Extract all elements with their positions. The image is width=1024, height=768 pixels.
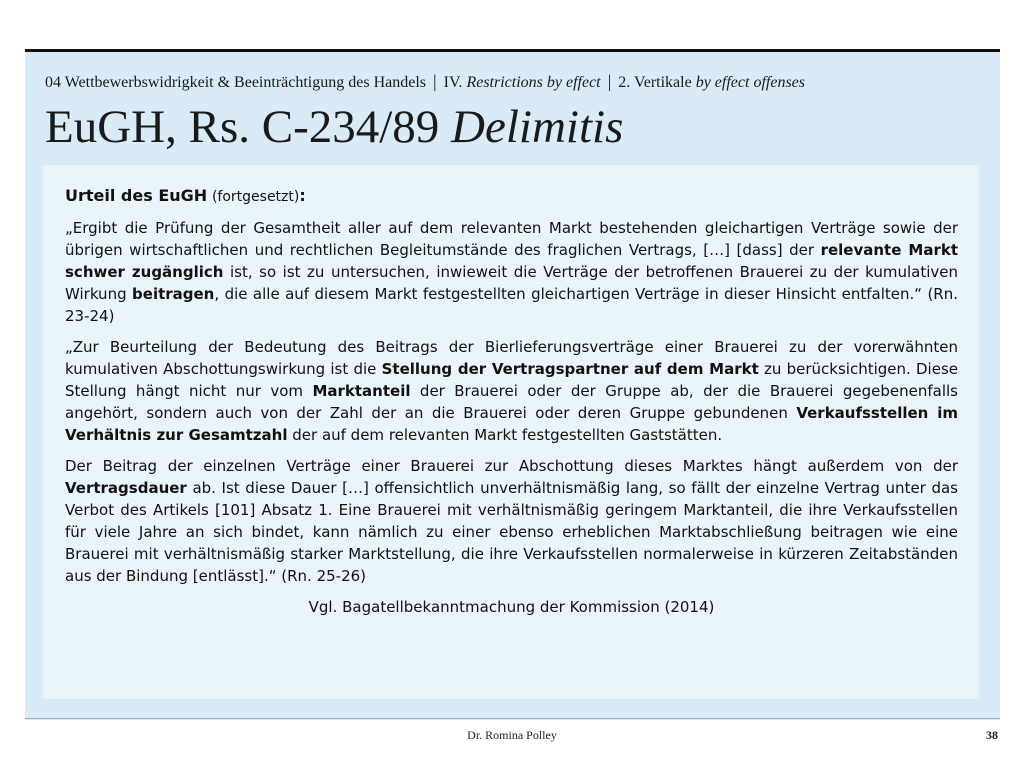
- quote-paragraph-1: [65, 217, 958, 327]
- breadcrumb-part-2-number: IV.: [443, 74, 463, 91]
- heading-qualifier: (fortgesetzt): [211, 189, 300, 205]
- reference-note: Vgl. Bagatellbekanntmachung der Kommission (2014): [308, 598, 715, 616]
- content-box: [43, 165, 979, 699]
- page-number: 38: [986, 728, 998, 742]
- quote-paragraph-3: [65, 455, 958, 587]
- breadcrumb-part-3-number: 2. Vertikale: [618, 74, 692, 91]
- heading-colon: :: [299, 186, 306, 205]
- para1-text-1: „Ergibt die Prüfung der Gesamtheit aller auf dem relevanten Markt bestehenden gleichartigen Verträge sowie der übrigen wirtschaftlichen und rechtlichen Begleitumstände des fraglichen Vertrags, […] [dass] der: [65, 219, 958, 259]
- para3-text-2: ab. Ist diese Dauer […] offensichtlich unverhältnismäßig lang, so fällt der einzelne Vertrag unter das Verbot des Artikels [101] Absatz 1. Eine Brauerei mit verhältnismäßig geringem Marktanteil, die ihre Verkaufsstellen für viele Jahre an sich bindet, kann nämlich zu einer ebenso erheblichen Marktabschließung beitragen wie eine Brauerei mit verhältnismäßig starker Marktstellung, die ihre Verkaufsstellen normalerweise in kürzeren Zeitabständen aus der Bindung [entlässt].“ (Rn. 25-26): [65, 479, 958, 585]
- footer-divider: [25, 718, 1000, 719]
- slide: [25, 49, 1000, 720]
- para3-bold-1: Vertragsdauer: [65, 479, 187, 497]
- para2-bold-3: Verkaufsstellen im Verhältnis zur Gesamtzahl: [65, 404, 958, 444]
- page-title: [45, 100, 623, 154]
- section-heading: [65, 185, 958, 208]
- title-italic: Delimitis: [451, 101, 624, 153]
- footer-author: Dr. Romina Polley: [467, 728, 557, 742]
- breadcrumb-part-3-label: by effect offenses: [695, 74, 805, 91]
- breadcrumb-part-2-label: Restrictions by effect: [466, 74, 601, 91]
- para1-bold-1: relevante Markt schwer zugänglich: [65, 241, 959, 281]
- para2-text-2: zu berücksichtigen. Diese Stellung hängt nicht nur vom: [65, 360, 958, 400]
- para3-text-1: Der Beitrag der einzelnen Verträge einer Brauerei zur Abschottung dieses Marktes hängt außerdem von der: [65, 457, 958, 475]
- para2-bold-1: Stellung der Vertragspartner auf dem Markt: [381, 360, 759, 378]
- heading-bold: Urteil des EuGH: [65, 186, 208, 205]
- breadcrumb-separator: |: [433, 71, 437, 91]
- para1-bold-2: beitragen: [132, 285, 215, 303]
- breadcrumb-part-1: 04 Wettbewerbswidrigkeit & Beeinträchtigung des Handels: [45, 74, 426, 91]
- breadcrumb: [45, 71, 985, 92]
- para1-text-3: , die alle auf diesem Markt festgestellten gleichartigen Verträge in dieser Hinsicht entfalten.“ (Rn. 23-24): [65, 285, 958, 325]
- para1-text-2: ist, so ist zu untersuchen, inwieweit die Verträge der betroffenen Brauerei zu der kumulativen Wirkung: [65, 263, 958, 303]
- quote-paragraph-2: [65, 336, 958, 446]
- para2-text-4: der auf dem relevanten Markt festgestellten Gaststätten.: [287, 426, 723, 444]
- breadcrumb-separator: |: [607, 71, 612, 91]
- para2-bold-2: Marktanteil: [312, 382, 411, 400]
- title-main: EuGH, Rs. C-234/89: [45, 101, 440, 153]
- para2-text-1: „Zur Beurteilung der Bedeutung des Beitrags der Bierlieferungsverträge einer Brauerei zu der vorerwähnten kumulativen Abschottungswirkung ist die: [65, 338, 958, 378]
- para2-text-3: der Brauerei oder der Gruppe ab, der die Brauerei gegebenenfalls angehört, sondern auch von der Zahl der an die Brauerei oder deren Gruppe gebundenen: [65, 382, 958, 422]
